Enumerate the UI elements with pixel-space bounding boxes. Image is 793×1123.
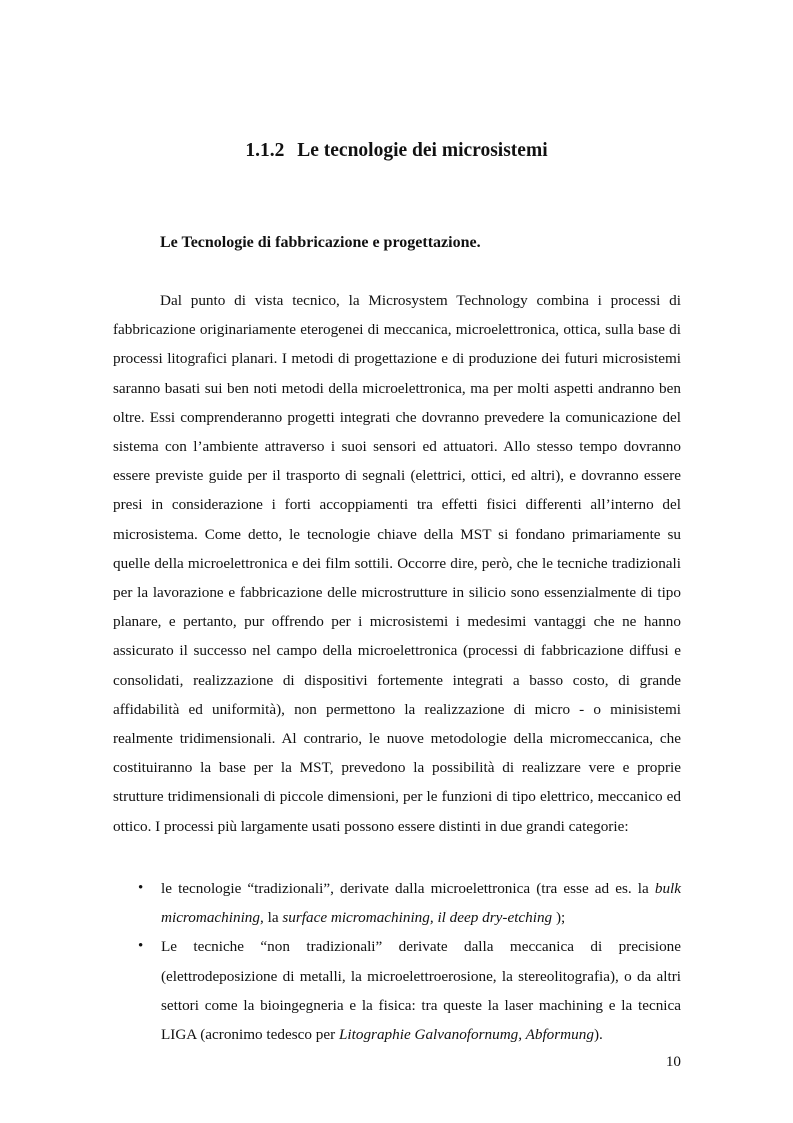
bullet-list [113,874,681,1049]
list-item-text: ). [593,1026,603,1044]
bullet-icon: • [138,880,144,896]
bullet-icon: • [138,938,144,955]
subsection-title: Le Tecnologie di fabbricazione e progettazione. [160,234,481,251]
section-title [0,140,793,162]
list-item [113,874,681,932]
list-item-italic-text: surface micromachining, il deep dry-etching [282,909,553,927]
list-item-text: ); [552,909,566,927]
list-item-text: le tecnologie “tradizionali”, derivate dalla microelettronica (tra esse ad es. la [161,880,655,897]
list-item-italic-text: bulk micromachining [161,880,681,927]
list-item-italic-text: Litographie Galvanofornumg, Abformung [338,1026,594,1044]
section-number: 1.1.2 [245,140,285,161]
list-item-text: , la [260,909,283,927]
page-number: 10 [665,1053,681,1070]
section-title-text: Le tecnologie dei microsistemi [297,140,548,161]
body-paragraph: Dal punto di vista tecnico, la Microsystem Technology combina i processi di fabbricazione originariamente eterogenei di meccanica, microelettronica, ottica, sulla base di processi litografici planari. I metodi di progettazione e di produzione dei futuri microsistemi saranno basati sui ben noti metodi della microelettronica, ma per molti aspetti andranno ben oltre. Essi comprenderanno progetti integrati che dovranno prevedere la comunicazione del sistema con l’ambiente attraverso i suoi sensori ed attuatori. Allo stesso tempo dovranno essere previste guide per il trasporto di segnali (elettrici, ottici, ed altri), e dovranno essere presi in considerazione i forti accoppiamenti tra effetti fisici differenti all’interno del microsistema. Come detto, le tecnologie chiave della MST si fondano primariamente su quelle della microelettronica e dei film sottili. Occorre dire, però, che le tecniche tradizionali per la lavorazione e fabbricazione delle microstrutture in silicio sono essenzialmente di tipo planare, e pertanto, pur offrendo per i microsistemi i medesimi vantaggi che ne hanno assicurato il successo nel campo della microelettronica (processi di fabbricazione diffusi e consolidati, realizzazione di dispositivi fortemente integrati a basso costo, di grande affidabilità ed uniformità), non permettono la realizzazione di micro - o minisistemi realmente tridimensionali. Al contrario, le nuove metodologie della micromeccanica, che costituiranno la base per la MST, prevedono la possibilità di realizzare vere e proprie strutture tridimensionali di piccole dimensioni, per le funzioni di tipo elettrico, meccanico ed ottico. I processi più largamente usati possono essere distinti in due grandi categorie: [113,292,681,835]
list-item-text: Le tecniche “non tradizionali” derivate dalla meccanica di precisione (elettrodeposizione di metalli, la microelettroerosione, la stereolitografia), o da altri settori come la bioingegneria e la fisica: tra queste la laser machining e la tecnica LIGA (acronimo tedesco per [161,938,681,1044]
list-item [113,932,681,1049]
